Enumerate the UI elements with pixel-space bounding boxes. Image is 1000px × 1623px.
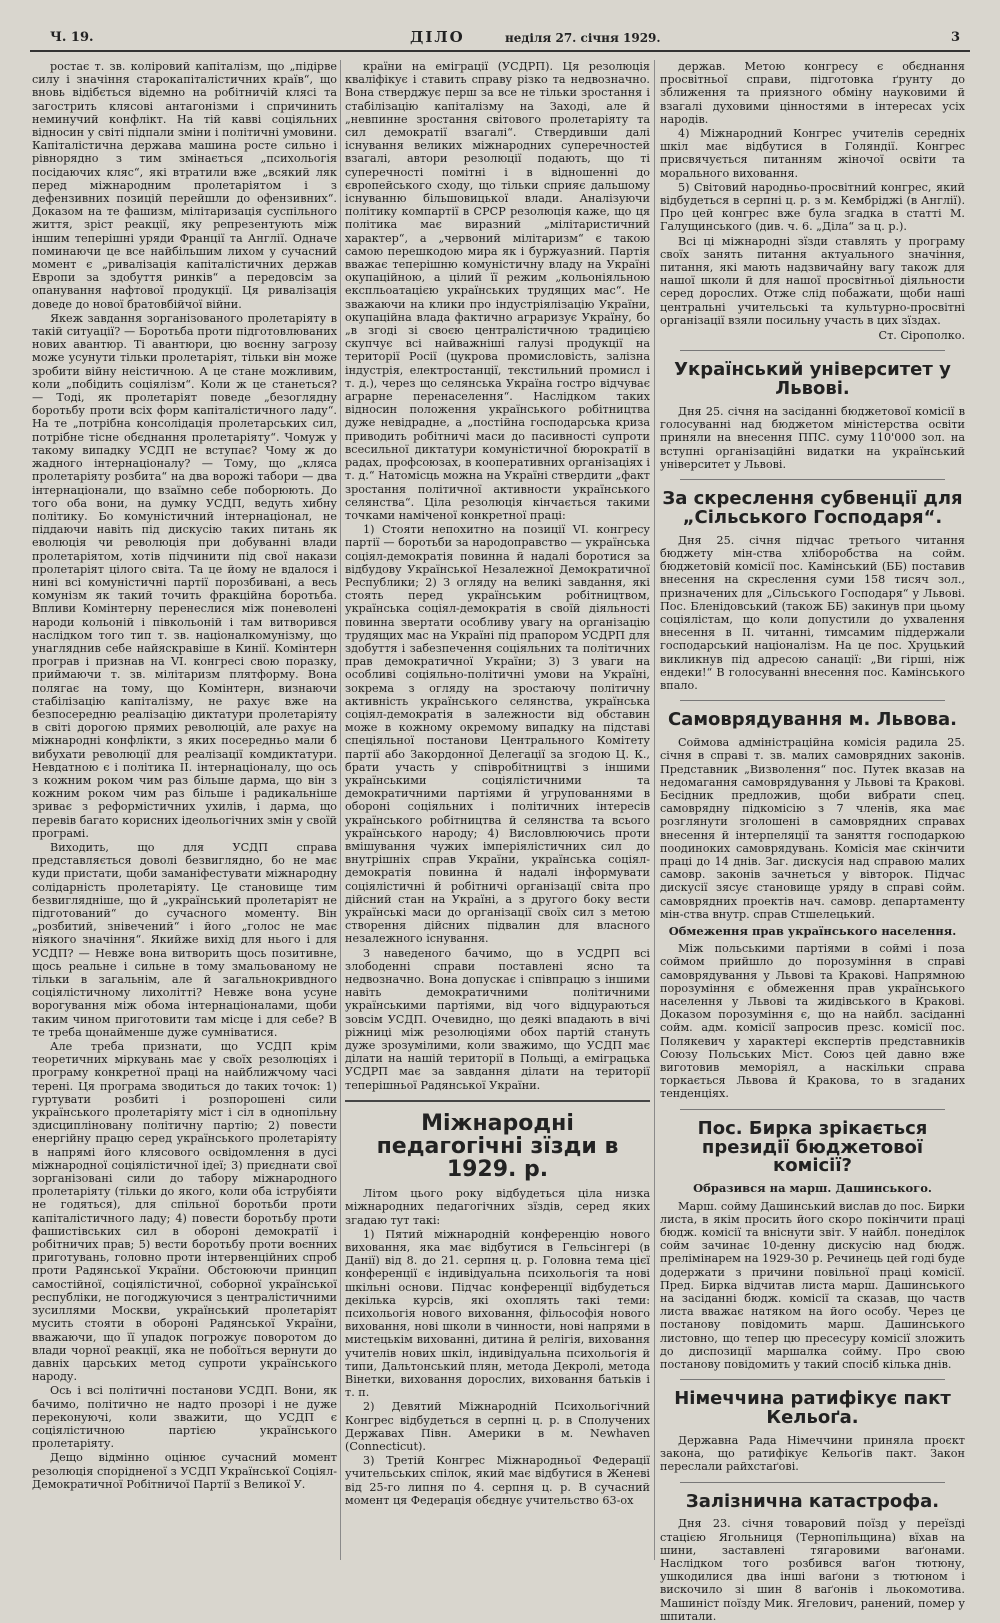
newspaper-title: ДІЛО	[410, 28, 465, 46]
page-number: 3	[950, 30, 960, 45]
article-divider	[345, 1100, 650, 1102]
body-paragraph: Виходить, що для УСДП справа представляється доволі безвиглядно, бо не має куди пристати, щоби заманіфестувати міжнародну солідарність пролетаріяту. Це становище тим безвиглядніше, що й „український пролетаріят не підготований“ до сучасного моменту. Він „розбитий, знівечений“ і його „голос не має ніякого значіння“. Якийже вихід для нього і для УСДП? — Невже вона витворить щось позитивне, щось реальне і сильне в тому змальованому не тільки в загальнім, але й загальнокривдного соціялістичному лихолітті? Невже вона усуне ворогування між обома інтернаціоналами, щоби таким чином приготовити там місце і для себе? В те треба щонайменше дуже сумніватися.	[32, 840, 337, 1039]
list-item: 2) Девятий Міжнародній Психольогічний Конгрес відбудеться в серпні ц. р. в Сполучених Державах Півн. Америки в м. Newhaven (Connecticut).	[345, 1400, 650, 1453]
column-1	[32, 60, 337, 1560]
issue-date: неділя 27. січня 1929.	[505, 31, 661, 45]
body-paragraph: Ось і всі політичні постанови УСДП. Вони, як бачимо, політично не надто прозорі і не дуже переконуючі, коли зважити, що УСДП є соціялістичною партією українського пролетаріяту.	[32, 1384, 337, 1451]
body-paragraph: Соймова адміністраційна комісія радила 25. січня в справі т. зв. малих самоврядних законів. Представник „Визволення“ пос. Путек вказав на недомагання самоврядування у Львові та Кракові. Бесідник предложив, щоби вибрати спец. самоврядну підкомісію з 7 членів, яка має розглянути зголошені в самоврядних справах внесення й інтерпеляції та заняття господаркою поодиноких самоврядувань. Комісія має скінчити праці до 14 днів. Заг. дискусія над справою малих самовр. законів зачнеться у вівторок. Підчас дискусії зясує становище уряду в справі сойм. самоврядних проектів нач. самовр. департаменту мін-ства внутр. справ Стшелецький.	[660, 736, 965, 921]
list-item: 5) Світовий народньо-просвітний конгрес, який відбудеться в серпні ц. р. з м. Кембріджі (в Англії). Про цей конгрес вже була згадка в статті М. Галущинського (див. ч. 6. „Діла“ за ц. р.).	[660, 180, 965, 234]
author-signature: Ст. Сірополко.	[878, 329, 965, 343]
body-paragraph: Марш. сойму Дашинський вислав до пос. Бирки листа, в якім просить його скоро покінчити праці бюдж. комісії та вніснути звіт. У найбл. понеділок сойм зачинає 10-денну дискусію над бюдж. прелімінарем на 1929-30 р. Речинець цей годі буде додержати з причини повільної праці комісії. Пред. Бирка відчитав листа марш. Дашинського на засіданні бюдж. комісії та сказав, що частв листа вважає натяком на його особу. Через це постанову повідомить марш. Дашинського листовно, що тепер цю пресесуру комісії зложить до диспозиції маршалка сойму. Про свою постанову повідомить у такий спосіб кілька днів.	[660, 1199, 965, 1371]
body-paragraph: країни на еміграції (УСДРП). Ця резолюція кваліфікує і ставить справу різко та недвозначно. Вона стверджує перш за все не тільки зростання і стабілізацію капіталізму на Заході, але й „невпинне зростання світового пролетаріяту та сил демократії взагалі“. Ствердивши далі існування великих міжнародних суперечностей взагалі, автори резолюції подають, що ті суперечності помітні і в відношенні до європейського сходу, що тільки сприяє дальшому існуванню більшовицької влади. Аналізуючи політику компартії в СРСР резолюція каже, що ця політика має виразний „мілітаристичний характер“, а „червоний мілітаризм“ є такою самою перешкодою мира як і буржуазний. Партія вважає теперішню комуністичну владу на Україні окупаційною, а цілий її режим „кольоніяльною експльоатацією українських трудящих мас“. Не зважаючи на клики про індустріялізацію України, окупаційна влада фактично аграризує Україну, бо „в згоді зі своєю централістичною традицією скупчує всі найважніші галузі продукції на території Росії (цукрова промисловість, залізна індустрія, електростанції, текстильний промисл і т. д.), через що селянська Україна гостро відчуває аграрне перенаселення“. Наслідком таких відносин положення українського робітництва дуже невідрадне, а „постійна господарська криза приводить робітничі маси до пасивності супроти всесильної диктатури комуністичної бюрократії в радах, профсоюзах, в кооперативних організаціях і т. д.“ Натомісць можна на Україні ствердити „факт зростання політичної активности українського селянства“. Ціла резолюція кінчається такими точками наміченої конкретної праці:	[345, 60, 650, 522]
body-paragraph: Дня 25. січня на засіданні бюджетової комісії в голосуванні над бюджетом міністерства освіти приняли на внесення ППС. суму 110'000 зол. на вступні організаційні видатки на український університет у Львові.	[660, 405, 965, 471]
body-paragraph: Але треба признати, що УСДП крім теоретичних міркувань має у своїх резолюціях і програму конкретної праці на найближчому часі терені. Ця програма зводиться до таких точок: 1) гуртувати розбиті і розпорошені сили українського пролетаріяту міст і сіл в однопільну здисципліновану політичну партію; 2) повести енергійну працю серед українського пролетаріяту в напрямі його клясового освідомлення в дусі міжнародної соціялістичної ідеї; 3) приєднати свої зорганізовані сили до табору міжнародного пролетаріяту (тільки до якого, коли оба іструбіяти не годяться), для спільної боротьби проти капіталістичного ладу; 4) повести боротьбу проти фашистівських сил в обороні демократії і робітничих прав; 5) вести боротьбу проти воєнних приготувань, головно проти інтервенційних спроб проти Радянської України. Обстоюючи принцип самостійної, соціялістичної, соборної української республіки, не погоджуючися з централістичними зусиллями Москви, український пролетаріят мусить стояти в обороні Радянської України, вважаючи, що її упадок погрожує поворотом до влади чорної реакції, яка не побоїться вернути до давніх царських метод супроти українського народу.	[32, 1040, 337, 1384]
article-divider	[680, 1379, 945, 1380]
body-paragraph: ростає т. зв. коліровий капіталізм, що „підірве силу і значіння старокапіталістичних країв“, що вновь відібється відемно на робітничій клясі та загострить клясові антагонізми і спричинить неминучий конфлікт. На тій кавві соціяльних відносин у світі підпали зміни і політичні умовини. Капіталістична держава машина росте сильно і рівнорядно з тим змінається „психольогія посідаючих кляс“, які втратили вже „всякий ляк перед міжнародним пролетаріятом і з дефензивних позицій перейшли до офензивних“. Доказом на те фашизм, мілітаризація суспільного життя, зріст реакції, яку репрезентують між іншим теперішні уряди Франції та Англії. Одначе поминаючи це все найбільшим лихом у сучасний момент є „ривалізація капіталістичних держав Европи за здобуття ринків“ а передовсім за опанування нафтової продукції. Ця ривалізація доведе до нової братовбійчої війни.	[32, 60, 337, 311]
body-paragraph: Дня 23. січня товаровий поїзд у переїзді стацією Ягольниця (Тернопільщина) вїхав на шини, заставлені тягаровими ваґонами. Наслідком того розбився ваґон тютюну, ушкодилися два інші ваґони з тютюном і вискочило зі шин 8 ваґонів і льокомотива. Машиніст поїзду Мик. Ягелович, ранений, помер у шпитали.	[660, 1517, 965, 1623]
body-paragraph: Всі ці міжнародні зїзди ставлять у програму своїх занять питання актуального значіння, питання, які мають надзвичайну вагу також для нашої школи й для нашої просвітньої діяльности серед дорослих. Отже слід побажати, щоби наші центральні учительські та культурно-просвітні організації взяли посильну участь в цих зїздах.	[660, 234, 965, 327]
article-subheading: Образився на марш. Дашинського.	[693, 1181, 932, 1196]
column-2	[345, 60, 650, 1560]
body-paragraph: держав. Метою конгресу є обєднання просвітньої справи, підготовка ґрунту до зближення та приязного обміну науковими й взагалі духовими цінностями в інтересах усіх народів.	[660, 60, 965, 126]
article-headline: Український університет у Львові.	[674, 359, 951, 400]
body-paragraph: Якеж завдання зорганізованого пролетаріяту в такій ситуації? — Боротьба проти підготовлюваних нових авантюр. Ті авантюри, цю воєнну загрозу може усунути тільки пролетаріят, тільки він може зробити війну неістичною. А це стане можливим, коли „побідить соціялізм“. Коли ж це станеться? — Тоді, як пролетаріят поведе „безоглядну боротьбу проти всіх форм капіталістичного ладу“. На те „потрібна консолідація пролетарських сил, потрібне тісне обєднання пролетаріяту“. Чомуж у такому випадку УСДП не вступає? Чому ж до жадного інтернаціоналу? — Тому, що „кляса пролетаріяту розбита“ на два ворожі табори — два інтернаціонали, що взаїмно себе поборюють. До того оба вони, на думку УСДП, ведуть хибну політику. Бо комуністичний інтернаціонал, не піддаючи навіть під дискусію таких питань як еволюція чи революція при добуванні влади пролетаріятом, хотів підчинити під свої накази пролетаріят цілого світа. Та це йому не вдалося і нині всі комуністичні партії порозбивані, а весь комунізм як такий точить фракційна боротьба. Впливи Комінтерну перенеслися між поневолені народи кольоній і півкольоній і там витворився наслідком того тип т. зв. націоналкомунізму, що унагляднив себе найяскравіше в Кинії. Комінтерн програв і признав на VI. конгресі свою поразку, приймаючи т. зв. мілітаризм плятформу. Вона полягає на тому, що Комінтерн, визнаючи стабілізацію капіталізму, не рахує вже на безпосередню реалізацію диктатури пролетаріяту в світі дорогою прямих революцій, але рахує на міжнародні конфлікти, з яких посередньо мали б вибухати революції для реалізації комдиктатури. Невдатною є і політика II. інтернаціоналу, що ось з кожним роком чим раз більше дарма, що він з кожним роком чим раз більше і радикальніше зриває з реформістичних ухилів, і дарма, що перевів багато корисних ідеольогічних змін у своїй програмі.	[32, 311, 337, 840]
masthead	[30, 28, 970, 52]
list-item: 1) Пятий міжнародній конференцію нового виховання, яка має відбутися в Гельсінгері (в Данії) від 8. до 21. серпня ц. р. Головна тема цієї конференції є індивідуальна психольогія та нові шкільні основи. Підчас конференції відбудеться декілька курсів, які охоплять такі теми: психольогія нового виховання, фільософія нового виховання, нові школи в чинности, нові напрями в мистецькім вихованні, дитина й релігія, виховання учителів нових шкіл, індивідуальна психольогія й типи, Дальтонський плян, метода Декролі, метода Вінетки, виховання дорослих, виховання батьків і т. п.	[345, 1227, 650, 1400]
body-paragraph: Державна Рада Німеччини приняла проєкт закона, що ратифікує Кельоґів пакт. Закон переслали райхстаґові.	[660, 1433, 965, 1474]
column-3	[660, 60, 965, 1623]
body-paragraph: 1) Стояти непохитно на позиції VI. конгресу партії — боротьби за народоправство — українська соціял-демократія повинна й надалі боротися за відбудову Української Незалежної Демократичної Республики; 2) З огляду на великі завдання, які стоять перед українським робітництвом, українська соціял-демократія в своїй діяльності повинна звертати особливу увагу на організацію трудящих мас на Україні під прапором УСДРП для здобуття і забезпечення соціяльних та політичних прав демократичної України; 3) З уваги на особливі соціяльно-політичні умови на Україні, зокрема з огляду на зростаючу політичну активність українського селянства, українська соціял-демократія в залежности від обставин може в кожному окремому випадку на підставі спеціяльної постанови Центрального Комітету партії або Закордонної Делегації за згодою Ц. К., брати участь у співробітництві з іншими українськими соціялістичними та демократичними партіями й угрупованнями в обороні соціяльних і політичних інтересів українського робітництва й селянства та всього українського народу; 4) Висловлюючись проти вмішування чужих імперіялістичних сил до внутрішніх справ України, українська соціял-демократія повинна й надалі інформувати соціялістичні й робітничі організації світа про дійсний стан на Україні, а з другого боку вести українські маси до організації своїх сил з метою створення дійсних підвалин для власного незалежного існування.	[345, 523, 650, 946]
body-paragraph: Дня 25. січня підчас третього читання бюджету мін-ства хліборобства на сойм. бюджетовій комісії пос. Камінський (ББ) поставив внесення на скреслення суми 158 тисяч зол., призначених для „Сільського Господаря“ у Львові. Пос. Бленідовський (також ББ) закинув при цьому соціялістам, що коли допустили до ухвалення внесення в II. читанні, тимсамим піддержали господарський націоналізм. На це пос. Хруцький викликнув під адресою санації: „Ви гірші, ніж ендеки!“ В голосуванні внесення пос. Камінського впало.	[660, 533, 965, 693]
list-item: 3) Третій Конгрес Міжнародньої Федерації учительських спілок, який має відбутися в Женеві від 25-го липня по 4. серпня ц. р. В сучасний момент ця Федерація обєднує учительство 63-ох	[345, 1454, 650, 1507]
body-paragraph: Дещо відмінно оцінює сучасний момент резолюція спорідненої з УСДП Української Соціял-Демократичної Робітничої Партії з Великої У.	[32, 1451, 337, 1491]
column-rule	[654, 60, 655, 1560]
article-subheading: Обмеження прав українського населення.	[668, 924, 957, 939]
article-headline: Пос. Бирка зрікається президії бюджетової комісії?	[697, 1117, 928, 1177]
body-paragraph: З наведеного бачимо, що в УСДРП всі злободенні справи поставлені ясно та недвозначно. Вона допускає і співпрацю з іншими навіть демократичними політичними українськими партіями, від чого відцураються зовсім УСДП. Очевидно, що деякі впадають в вічі ріжниці між резолюціями обох партій стануть дуже зрозумілими, коли зважимо, що УСДП має ділати на нашій території в Польщі, а еміграцька УСДРП має за завдання ділати на території теперішньої Радянської України.	[345, 946, 650, 1092]
article-divider	[680, 479, 945, 480]
article-headline: Міжнародні педагогічні зїзди в 1929. р.	[376, 1110, 619, 1183]
article-intro: Літом цього року відбудеться ціла низка міжнародних педагогічних зїздів, серед яких згадаю тут такі:	[345, 1187, 650, 1227]
article-divider	[680, 350, 945, 351]
article-headline: За скреслення субвенції для „Сільського Господаря“.	[662, 488, 963, 528]
article-headline: Залізнична катастрофа.	[685, 1490, 940, 1512]
list-item: 4) Міжнародний Конгрес учителів середніх шкіл має відбутися в Голяндії. Конгрес присвячується питанням жіночої освіти та морального виховання.	[660, 127, 965, 180]
column-rule	[340, 60, 341, 1560]
article-headline: Німеччина ратифікує пакт Кельоґа.	[674, 1388, 951, 1429]
article-divider	[680, 1109, 945, 1110]
article-headline: Самоврядування м. Львова.	[667, 709, 958, 731]
article-divider	[680, 1482, 945, 1483]
article-divider	[680, 700, 945, 701]
issue-number: Ч. 19.	[50, 30, 94, 45]
body-paragraph: Між польськими партіями в соймі і поза соймом прийшло до порозуміння в справі самоврядування у Львові та Кракові. Напрямною порозуміння є обмеження прав українського населення у Львові та жидівського в Кракові. Доказом порозуміння є, що на найбл. засіданні сойм. адм. комісії запросив презс. комісії пос. Полякевич у характері експертів представників Союзу Польських Міст. Союз цей давно вже виготовив меморіял, а наскільки справа торкається Львова й Кракова, то в згаданих тенденціях.	[660, 942, 965, 1101]
